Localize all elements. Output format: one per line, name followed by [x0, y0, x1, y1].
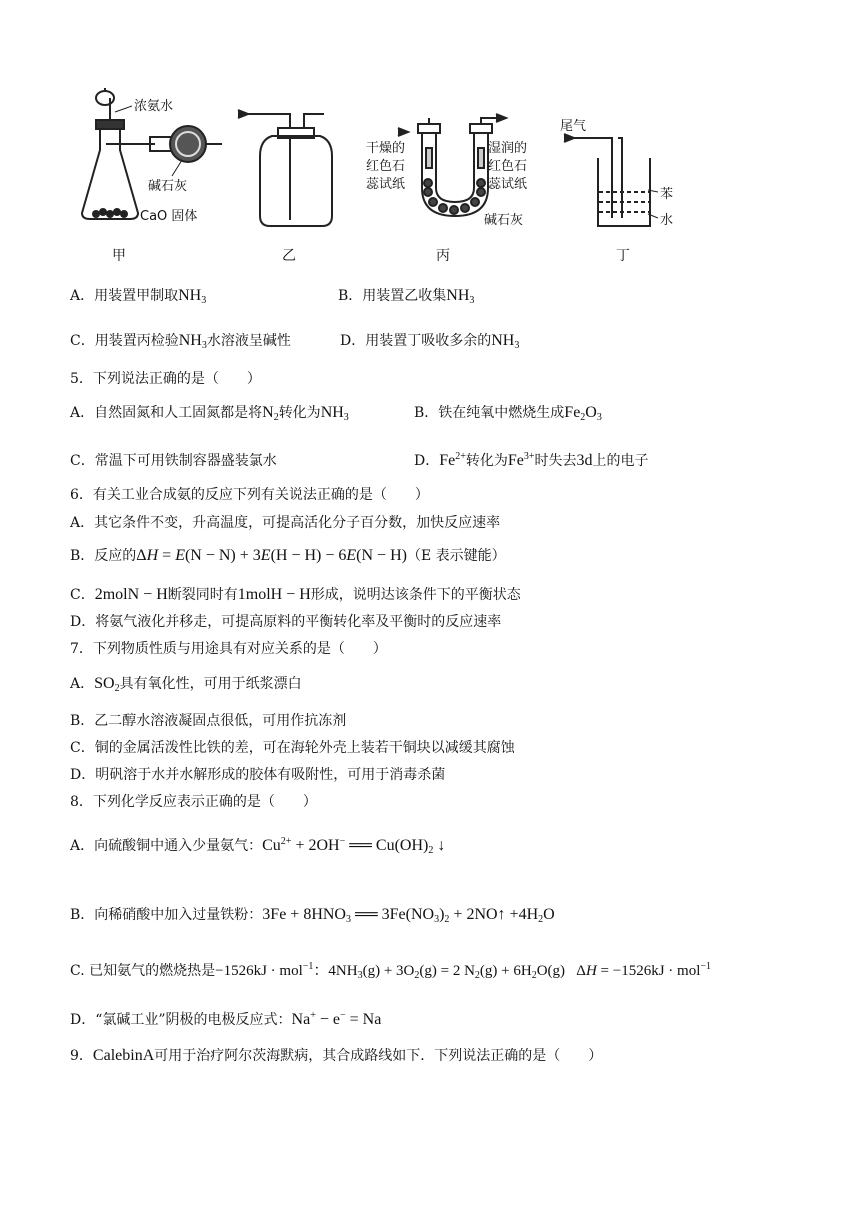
q6-option-d: D．将氨气液化并移走，可提高原料的平衡转化率及平衡时的反应速率 — [70, 614, 502, 630]
q8-stem: 8．下列化学反应表示正确的是（ ） — [70, 794, 317, 810]
q7-option-a — [70, 675, 302, 693]
q4-option-c — [70, 332, 291, 350]
label-benzene: 苯 — [660, 187, 674, 202]
formula-so2: $SO_2$ — [94, 675, 120, 694]
q5-a-mid: 转化为 — [278, 405, 321, 421]
q6-option-a: A．其它条件不变，升高温度，可提高活化分子百分数，加快反应速率 — [70, 515, 501, 531]
q5-stem: 5．下列说法正确的是（ ） — [70, 371, 261, 387]
formula-fe2plus: $Fe^{2+}$ — [439, 451, 466, 469]
equation-delta-h: ΔH = E(N − N) + 3E(H − H) − 6E(N − H) — [136, 547, 407, 564]
q7-a-tail: 具有氧化性，可用于纸浆漂白 — [119, 676, 302, 692]
q9-stem-line — [70, 1047, 602, 1065]
q6-c-mid: 断裂同时有 — [167, 587, 238, 603]
q5-d-mid: 转化为 — [465, 453, 508, 469]
q6-b-note: （E 表示键能） — [406, 548, 506, 564]
q7-option-c: C．铜的金属活泼性比铁的差，可在海轮外壳上装若干铜块以减缓其腐蚀 — [70, 740, 515, 756]
q6-stem: 6．有关工业合成氨的反应下列有关说法正确的是（ ） — [70, 487, 429, 503]
q5-a-text: A．自然固氮和人工固氮都是将 — [70, 405, 263, 421]
q8-option-c — [70, 962, 711, 980]
label-concentrated-ammonia: 浓氨水 — [134, 99, 174, 114]
q4-option-a — [70, 287, 206, 305]
q5-option-d — [414, 452, 649, 470]
label-dry-1: 干燥的 — [366, 141, 406, 156]
formula-nh3: $NH_3$ — [320, 404, 349, 423]
label-dry-2: 红色石 — [366, 159, 406, 174]
label-water: 水 — [660, 213, 674, 228]
q5-d-tail: 时失去 — [534, 453, 577, 469]
q6-option-c — [70, 586, 521, 604]
gas-bottle-yi — [238, 110, 332, 226]
q7-a-text: A． — [70, 676, 95, 692]
formula-fe2o3: $Fe_2O_3$ — [564, 404, 602, 423]
apparatus-figure — [60, 88, 720, 268]
label-dry-3: 蕊试纸 — [366, 177, 406, 192]
caption-jia: 甲 — [112, 248, 126, 264]
q5-d-text: D． — [414, 453, 440, 469]
q6-b-text: B．反应的 — [70, 548, 137, 564]
caption-yi: 乙 — [282, 248, 296, 264]
q4-b-text: B．用装置乙收集 — [338, 288, 447, 304]
q6-option-b — [70, 547, 506, 565]
q4-a-text: A．用装置甲制取 — [70, 288, 179, 304]
q8-option-a — [70, 837, 445, 855]
formula-nh3: $NH_3$ — [178, 332, 207, 351]
formula-2mol-nh: 2molN − H — [94, 586, 168, 603]
q5-d-end: 上的电子 — [592, 453, 649, 469]
beaker-ding — [564, 134, 658, 226]
formula-1mol-hh: 1molH − H — [237, 586, 311, 603]
label-soda-lime-bing: 碱石灰 — [484, 213, 524, 228]
q4-c-text: C．用装置丙检验 — [70, 333, 179, 349]
q5-option-b — [414, 404, 602, 422]
equation-q8-c: −1526kJ · mol$^{-1}$：$4NH_3(g) + 3O_2(g) = 2$ $N_2(g) + 6H_2O(g) \Delta H = -1526kJ \cdot mol^{-1}$ — [215, 961, 712, 981]
q9-compound-name: CalebinA — [92, 1047, 155, 1064]
formula-nh3: $NH_3$ — [446, 287, 475, 306]
q4-c-tail: 水溶液呈碱性 — [206, 333, 291, 349]
caption-ding: 丁 — [616, 248, 630, 264]
q8-d-text: D．“氯碱工业”阴极的电极反应式： — [70, 1012, 292, 1028]
q7-stem: 7．下列物质性质与用途具有对应关系的是（ ） — [70, 641, 387, 657]
q8-option-d — [70, 1011, 381, 1029]
q4-d-text: D．用装置丁吸收多余的 — [340, 333, 492, 349]
q8-a-text: A．向硫酸铜中通入少量氨气： — [70, 838, 263, 854]
label-tail-gas: 尾气 — [560, 119, 587, 134]
label-soda-lime-jia: 碱石灰 — [148, 179, 188, 194]
q8-b-text: B．向稀硝酸中加入过量铁粉： — [70, 907, 263, 923]
q6-c-text: C． — [70, 587, 95, 603]
formula-fe3plus: $Fe^{3+}$ — [507, 451, 535, 469]
formula-n2: $N_2$ — [262, 404, 279, 423]
orbital-3d: 3d — [576, 452, 593, 469]
q9-stem: 可用于治疗阿尔茨海默病，其合成路线如下．下列说法正确的是（ ） — [154, 1048, 603, 1064]
q8-option-b — [70, 906, 555, 924]
q4-option-b — [338, 287, 474, 305]
equation-q8-a: $Cu^{2+} + 2OH^-$ ══ $Cu(OH)_2$ ↓ — [262, 836, 446, 856]
equation-q8-b: $3Fe + 8HNO_3$ ══ $3Fe(NO_3)_2$ + 2NO↑ $+4H_2O$ — [262, 906, 555, 925]
label-wet-1: 湿润的 — [488, 141, 528, 156]
equation-q8-d: Na+ − e− = Na — [291, 1010, 382, 1028]
q9-number: 9． — [70, 1048, 93, 1064]
q5-b-text: B．铁在纯氧中燃烧生成 — [414, 405, 565, 421]
label-wet-2: 红色石 — [488, 159, 528, 174]
formula-nh3: $NH_3$ — [178, 287, 207, 306]
caption-bing: 丙 — [436, 248, 450, 264]
q4-option-d — [340, 332, 519, 350]
q5-option-a — [70, 404, 349, 422]
label-wet-3: 蕊试纸 — [488, 177, 528, 192]
q5-option-c: C．常温下可用铁制容器盛装氯水 — [70, 453, 277, 469]
q7-option-d: D．明矾溶于水并水解形成的胶体有吸附性，可用于消毒杀菌 — [70, 767, 446, 783]
formula-nh3: $NH_3$ — [491, 332, 520, 351]
q6-c-tail: 形成，说明达该条件下的平衡状态 — [310, 587, 521, 603]
q8-c-text: C. 已知氨气的燃烧热是 — [70, 963, 216, 979]
q7-option-b: B．乙二醇水溶液凝固点很低，可用作抗冻剂 — [70, 713, 347, 729]
label-cao-solid: CaO 固体 — [140, 209, 198, 224]
